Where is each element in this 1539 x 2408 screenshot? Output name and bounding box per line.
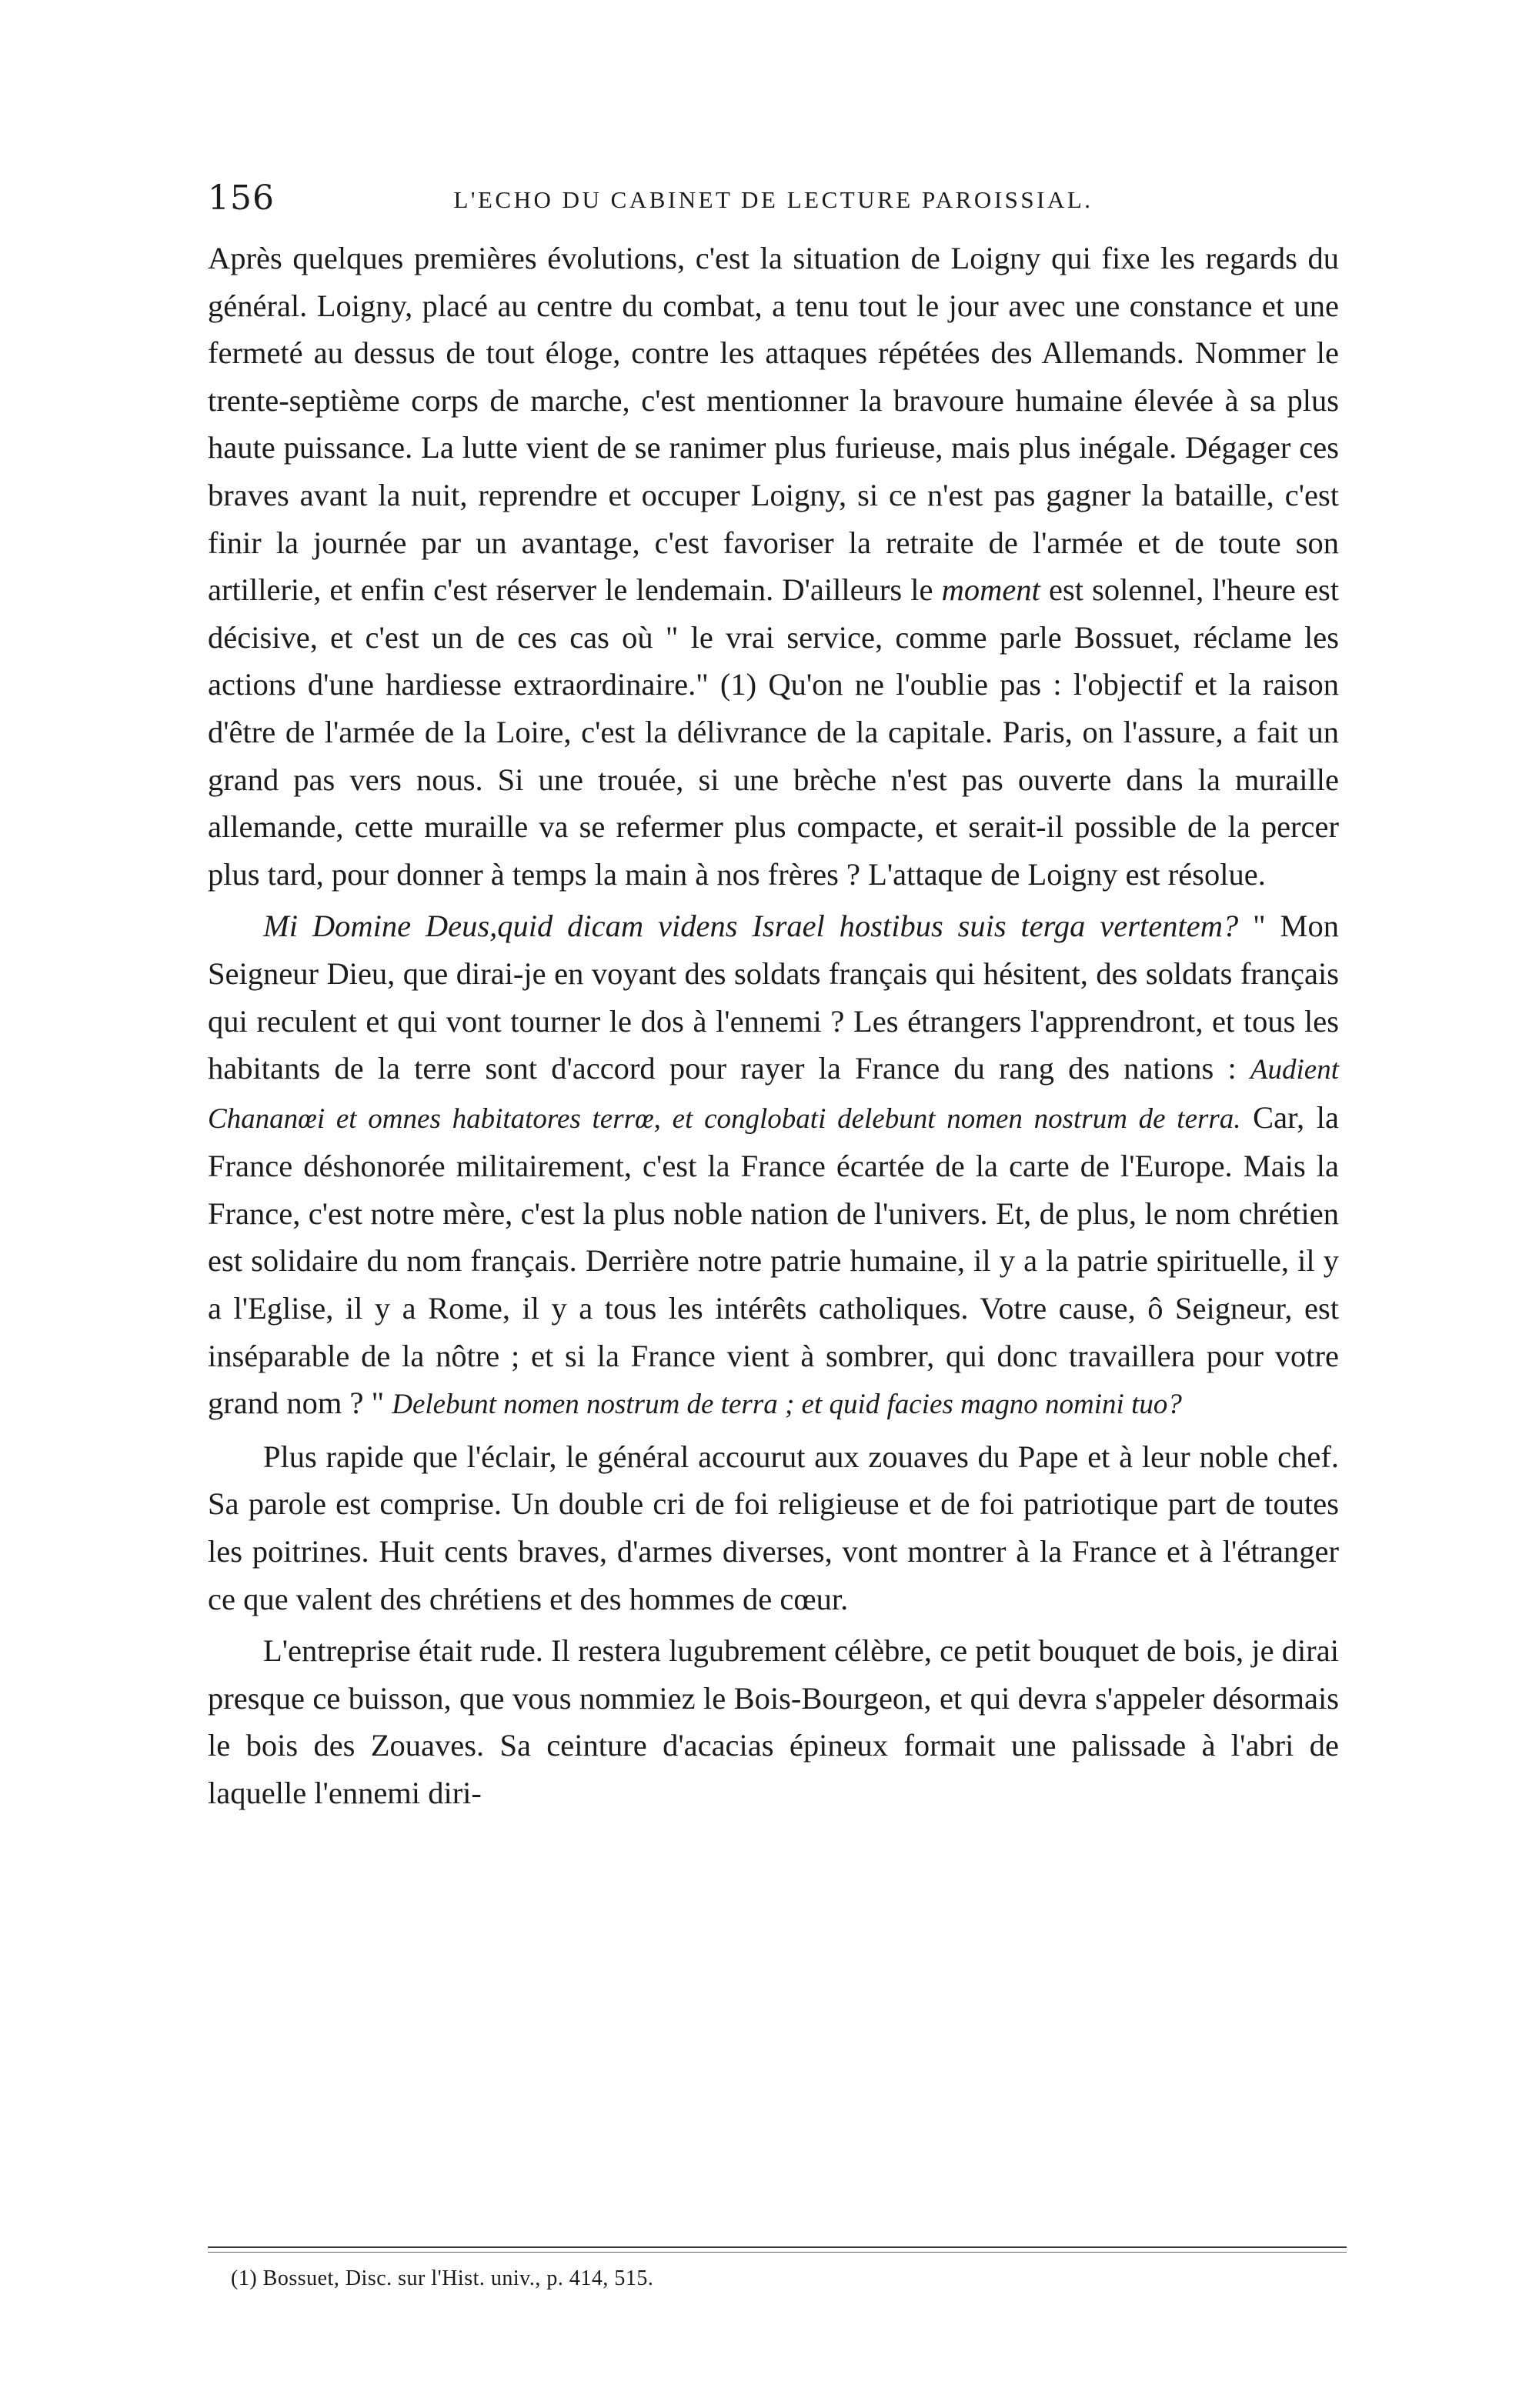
paragraph-2 bbox=[208, 902, 1339, 1429]
paragraph-2-text: " Mon Seigneur Dieu, que dirai-je en voyant des soldats français qui hésitent, des soldats français qui reculent et qui vont tourner le dos à l'ennemi ? Les étrangers l'apprendront, et tous les habitants de la terre sont d'accord pour rayer la France du rang des nations : bbox=[208, 909, 1339, 1086]
paragraph-1 bbox=[208, 235, 1339, 898]
latin-quote-2: Audient Chananœi et omnes habitatores terrœ, et conglobati delebunt nomen nostrum de terra. bbox=[208, 1054, 1339, 1135]
running-title: L'ECHO DU CABINET DE LECTURE PAROISSIAL. bbox=[453, 186, 1093, 213]
main-text bbox=[208, 235, 1339, 1817]
moment-italic: moment bbox=[941, 572, 1040, 608]
page-header bbox=[208, 178, 1339, 225]
footnote-rule bbox=[208, 2246, 1347, 2248]
paragraph-2-text-2: Car, la France déshonorée militairement, c'est la France écartée de la carte de l'Europe. Mais la France, c'est notre mère, c'est la plus noble nation de l'univers. Et, de plus, le nom chrétien est solidaire du nom français. Derrière notre patrie humaine, il y a la patrie spirituelle, il y a l'Eglise, il y a Rome, il y a tous les intérêts catholiques. Votre cause, ô Seigneur, est inséparable de la nôtre ; et si la France vient à sombrer, qui donc travaillera pour votre grand nom ? " bbox=[208, 1099, 1339, 1421]
page-number: 156 bbox=[208, 178, 275, 218]
footnote-rule-thin bbox=[208, 2252, 1347, 2253]
paragraph-1-rest: est solennel, l'heure est décisive, et c'est un de ces cas où " le vrai service, comme parle Bossuet, réclame les actions d'une hardiesse extraordinaire." (1) Qu'on ne l'oublie pas : l'objectif et la raison d'être de l'armée de la Loire, c'est la délivrance de la capitale. Paris, on l'assure, a fait un grand pas vers nous. Si une trouée, si une brèche n'est pas ouverte dans la muraille allemande, cette muraille va se refermer plus compacte, et serait-il possible de la percer plus tard, pour donner à temps la main à nos frères ? L'attaque de Loigny est résolue. bbox=[208, 572, 1340, 892]
paragraph-3: Plus rapide que l'éclair, le général accourut aux zouaves du Pape et à leur noble chef. Sa parole est comprise. Un double cri de foi religieuse et de foi patriotique part de toutes les poitrines. Huit cents braves, d'armes diverses, vont montrer à la France et à l'étranger ce que valent des chrétiens et des hommes de cœur. bbox=[208, 1439, 1339, 1616]
paragraph-1-text: Après quelques premières évolutions, c'est la situation de Loigny qui fixe les regards du général. Loigny, placé au centre du combat, a tenu tout le jour avec une constance et une fermeté au dessus de tout éloge, contre les attaques répétées des Allemands. Nommer le trente-septième corps de marche, c'est mentionner la bravoure humaine élevée à sa plus haute puissance. La lutte vient de se ranimer plus furieuse, mais plus inégale. Dégager ces braves avant la nuit, reprendre et occuper Loigny, si ce n'est pas gagner la bataille, c'est finir la journée par un avantage, c'est favoriser la retraite de l'armée et de toute son artillerie, et enfin c'est réserver le lendemain. D'ailleurs le bbox=[208, 241, 1339, 608]
paragraph-4: L'entreprise était rude. Il restera lugubrement célèbre, ce petit bouquet de bois, je dirai presque ce buisson, que vous nommiez le Bois-Bourgeon, et qui devra s'appeler désormais le bois des Zouaves. Sa ceinture d'acacias épineux formait une palissade à l'abri de laquelle l'ennemi diri- bbox=[208, 1633, 1339, 1810]
latin-quote-3: Delebunt nomen nostrum de terra ; et quid facies magno nomini tuo? bbox=[392, 1389, 1182, 1421]
footnote: (1) Bossuet, Disc. sur l'Hist. univ., p. 414, 515. bbox=[231, 2266, 654, 2290]
latin-quote-1: Mi Domine Deus,quid dicam videns Israel hostibus suis terga vertentem? bbox=[263, 909, 1239, 944]
